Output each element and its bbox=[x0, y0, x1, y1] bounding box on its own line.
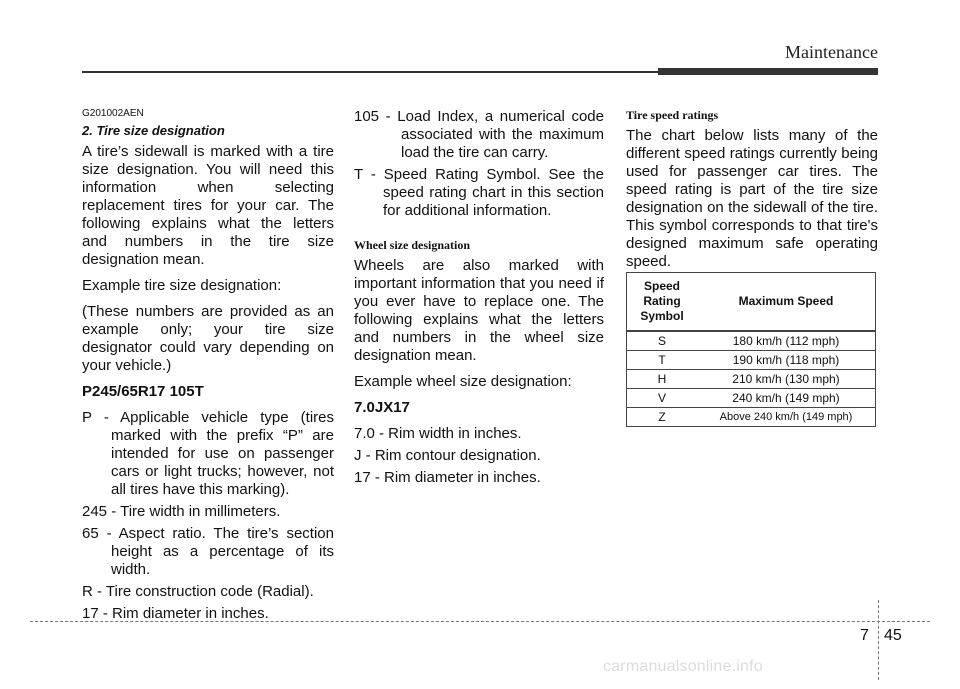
table-cell: 190 km/h (118 mph) bbox=[697, 351, 876, 370]
table-row bbox=[627, 389, 876, 408]
speed-rating-table bbox=[626, 272, 876, 427]
table-cell: 180 km/h (112 mph) bbox=[697, 331, 876, 351]
tire-size-example: P245/65R17 105T bbox=[82, 383, 204, 400]
footer-rule bbox=[30, 621, 930, 622]
column-2 bbox=[354, 108, 604, 491]
list-item: P - Applicable vehicle type (tires marked with the prefix “P” are intended for use on passenger cars or light trucks; however, not all tires have this marking). bbox=[82, 409, 334, 498]
paragraph: A tire’s sidewall is marked with a tire size designation. You will need this information when selecting replacement tires for your car. The following explains what the letters and numbers in the tire size designation mean. bbox=[82, 143, 334, 268]
list-item: R - Tire construction code (Radial). bbox=[82, 583, 314, 600]
table-header-row bbox=[627, 273, 876, 332]
paragraph: (These numbers are provided as an example only; your tire size designator could vary depending on your vehicle.) bbox=[82, 303, 334, 374]
chapter-number: 7 bbox=[860, 627, 869, 644]
heading-speed-ratings: Tire speed ratings bbox=[626, 108, 719, 122]
section-title: Maintenance bbox=[785, 42, 878, 62]
table-row bbox=[627, 351, 876, 370]
table-cell: Above 240 km/h (149 mph) bbox=[697, 408, 876, 427]
page-number: 45 bbox=[884, 627, 902, 644]
list-item: 17 - Rim diameter in inches. bbox=[354, 469, 541, 486]
table-row bbox=[627, 331, 876, 351]
table-cell: Z bbox=[627, 408, 698, 427]
list-item: T - Speed Rating Symbol. See the speed rating chart in this section for additional information. bbox=[354, 166, 604, 219]
table-cell: 240 km/h (149 mph) bbox=[697, 389, 876, 408]
table-cell: T bbox=[627, 351, 698, 370]
list-item: J - Rim contour designation. bbox=[354, 447, 541, 464]
paragraph: Example tire size designation: bbox=[82, 277, 282, 294]
table-cell: S bbox=[627, 331, 698, 351]
header-bar bbox=[658, 68, 878, 75]
list-item: 65 - Aspect ratio. The tire’s section height as a percentage of its width. bbox=[82, 525, 334, 578]
table-cell: V bbox=[627, 389, 698, 408]
list-item: 245 - Tire width in millimeters. bbox=[82, 503, 281, 520]
table-cell: 210 km/h (130 mph) bbox=[697, 370, 876, 389]
section-code: G201002AEN bbox=[82, 108, 144, 119]
column-3 bbox=[626, 108, 878, 279]
heading-wheel-size: Wheel size designation bbox=[354, 238, 470, 252]
subheading-tire-size: 2. Tire size designation bbox=[82, 123, 225, 138]
list-item: 105 - Load Index, a numerical code associated with the maximum load the tire can carry. bbox=[354, 108, 604, 161]
watermark: carmanualsonline.info bbox=[603, 658, 763, 675]
table-cell: H bbox=[627, 370, 698, 389]
paragraph: Example wheel size designation: bbox=[354, 373, 572, 390]
table-row bbox=[627, 408, 876, 427]
table-header: Maximum Speed bbox=[697, 273, 876, 332]
list-item: 17 - Rim diameter in inches. bbox=[82, 605, 269, 622]
header-rule bbox=[82, 71, 660, 73]
paragraph: The chart below lists many of the different speed ratings currently being used for passenger car tires. The speed rating is part of the tire size designation on the sidewall of the tire. This symbol corresponds to that tire's designed maximum safe operating speed. bbox=[626, 127, 878, 270]
table-header: Speed Rating Symbol bbox=[627, 273, 698, 332]
paragraph: Wheels are also marked with important information that you need if you ever have to replace one. The following explains what the letters and numbers in the wheel size designation mean. bbox=[354, 257, 604, 364]
column-1 bbox=[82, 108, 334, 627]
list-item: 7.0 - Rim width in inches. bbox=[354, 425, 522, 442]
wheel-size-example: 7.0JX17 bbox=[354, 399, 410, 416]
footer-divider bbox=[878, 600, 879, 680]
table-row bbox=[627, 370, 876, 389]
